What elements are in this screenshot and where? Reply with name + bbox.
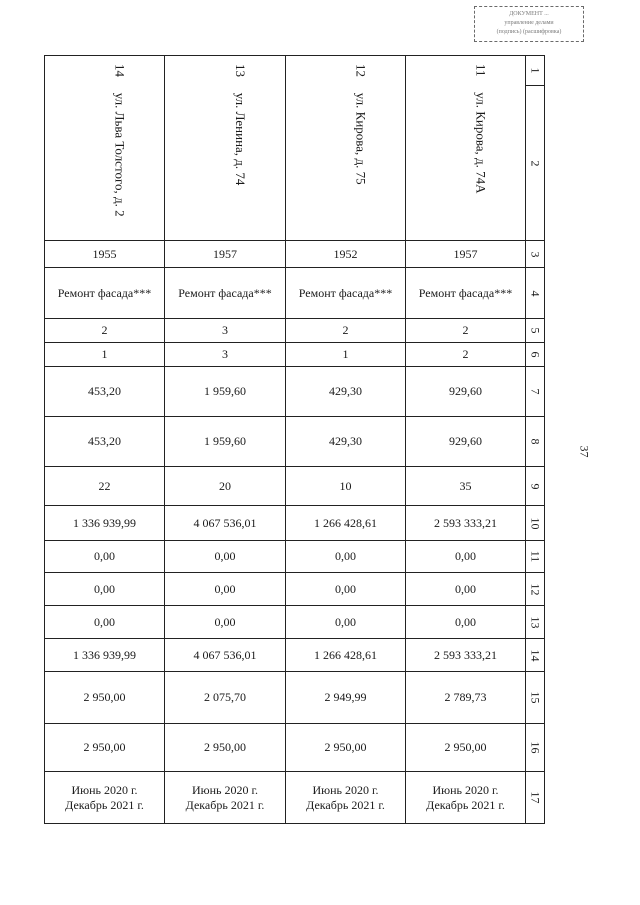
value-cell: 10: [286, 467, 406, 506]
value-cell: 1957: [406, 241, 526, 268]
value-cell: 2: [406, 319, 526, 343]
row-number-cell: [526, 343, 545, 367]
table-row: [45, 343, 545, 367]
row-number: 14: [528, 649, 543, 661]
row-number: 8: [528, 438, 543, 445]
row-number-cell: [526, 417, 545, 467]
value-cell: 1 959,60: [165, 417, 286, 467]
period-cell: [286, 772, 406, 824]
value-cell: Ремонт фасада***: [45, 268, 165, 319]
row-number: 4: [528, 290, 543, 296]
row-number-cell: [526, 241, 545, 268]
address-cell: [165, 56, 286, 241]
row-number-cell: [526, 772, 545, 824]
value-cell: 0,00: [286, 541, 406, 573]
value-cell: 929,60: [406, 367, 526, 417]
row-number-cell: [526, 541, 545, 573]
column-index: 11: [473, 64, 489, 77]
value-cell: 453,20: [45, 417, 165, 467]
start-date: Июнь 2020 г.: [191, 782, 259, 797]
value-cell: 2 950,00: [45, 724, 165, 772]
period-cell: [165, 772, 286, 824]
value-cell: 0,00: [406, 573, 526, 606]
start-date: Июнь 2020 г.: [71, 782, 138, 797]
value-cell: 2 075,70: [165, 672, 286, 724]
table-row: [45, 241, 545, 268]
row-number-cell: [526, 86, 545, 241]
row-number: 1: [528, 67, 543, 74]
table-row: [45, 417, 545, 467]
value-cell: 429,30: [286, 367, 406, 417]
row-number: 2: [528, 160, 543, 166]
value-cell: 2 950,00: [165, 724, 286, 772]
value-cell: 1: [45, 343, 165, 367]
value-cell: 1955: [45, 241, 165, 268]
page-number: 37: [577, 445, 592, 458]
address-cell: [406, 56, 526, 241]
value-cell: 35: [406, 467, 526, 506]
value-cell: 1952: [286, 241, 406, 268]
row-number: 11: [528, 550, 543, 563]
row-number: 16: [528, 741, 543, 754]
value-cell: 0,00: [45, 573, 165, 606]
value-cell: 2 950,00: [406, 724, 526, 772]
row-number: 3: [528, 251, 543, 257]
value-cell: 1 959,60: [165, 367, 286, 417]
address-text: ул. Ленина, д. 74: [233, 92, 248, 186]
value-cell: 1: [286, 343, 406, 367]
row-number-cell: [526, 573, 545, 606]
value-cell: 1957: [165, 241, 286, 268]
value-cell: 1 336 939,99: [45, 506, 165, 541]
value-cell: 2 949,99: [286, 672, 406, 724]
value-cell: 1 266 428,61: [286, 506, 406, 541]
table-row: [45, 672, 545, 724]
value-cell: 0,00: [165, 573, 286, 606]
row-number: 15: [528, 691, 543, 704]
column-index: 13: [233, 64, 248, 77]
end-date: Декабрь 2021 г.: [65, 797, 144, 812]
end-date: Декабрь 2021 г.: [185, 797, 265, 812]
value-cell: 22: [45, 467, 165, 506]
row-number-cell: [526, 319, 545, 343]
stamp-line: управление делами: [504, 20, 554, 26]
table-row: [45, 724, 545, 772]
row-number: 17: [528, 791, 543, 804]
value-cell: 2: [286, 319, 406, 343]
value-cell: 0,00: [45, 606, 165, 639]
value-cell: Ремонт фасада***: [406, 268, 526, 319]
row-number: 12: [528, 583, 543, 595]
value-cell: 453,20: [45, 367, 165, 417]
row-number: 6: [528, 351, 543, 358]
value-cell: 0,00: [45, 541, 165, 573]
table-row: [45, 573, 545, 606]
address-cell: [45, 56, 165, 241]
value-cell: 929,60: [406, 417, 526, 467]
value-cell: Ремонт фасада***: [165, 268, 286, 319]
value-cell: 0,00: [165, 606, 286, 639]
start-date: Июнь 2020 г.: [432, 782, 499, 797]
table-row: [45, 367, 545, 417]
value-cell: 3: [165, 319, 286, 343]
stamp-line: (подпись) (расшифровка): [496, 29, 562, 35]
row-number-cell: [526, 639, 545, 672]
value-cell: 1 266 428,61: [286, 639, 406, 672]
row-number-cell: [526, 467, 545, 506]
value-cell: 20: [165, 467, 286, 506]
register-table: [44, 55, 545, 824]
table-row: [45, 56, 545, 86]
period-cell: [406, 772, 526, 824]
row-number-cell: [526, 672, 545, 724]
row-number-cell: [526, 56, 545, 86]
value-cell: 0,00: [286, 606, 406, 639]
value-cell: 3: [165, 343, 286, 367]
table-row: [45, 639, 545, 672]
row-number: 9: [528, 483, 543, 489]
value-cell: 4 067 536,01: [165, 506, 286, 541]
value-cell: 4 067 536,01: [165, 639, 286, 672]
table-row: [45, 319, 545, 343]
value-cell: 2: [406, 343, 526, 367]
column-index: 12: [353, 64, 369, 77]
table-row: [45, 268, 545, 319]
row-number: 13: [528, 616, 543, 628]
row-number: 5: [528, 327, 543, 334]
period-cell: [45, 772, 165, 824]
value-cell: 0,00: [406, 541, 526, 573]
value-cell: 1 336 939,99: [45, 639, 165, 672]
end-date: Декабрь 2021 г.: [306, 797, 385, 812]
row-number: 7: [528, 388, 543, 395]
row-number: 10: [528, 517, 543, 529]
start-date: Июнь 2020 г.: [312, 782, 379, 797]
value-cell: 2 789,73: [406, 672, 526, 724]
row-number-cell: [526, 367, 545, 417]
address-text: ул. Льва Толстого, д. 2: [112, 92, 128, 217]
value-cell: 2: [45, 319, 165, 343]
value-cell: 2 950,00: [45, 672, 165, 724]
stamp-line: ДОКУМЕНТ ...: [509, 11, 549, 17]
column-index: 14: [112, 64, 128, 77]
address-text: ул. Кирова, д. 74А: [473, 92, 489, 194]
table-row: [45, 506, 545, 541]
table-row: [45, 541, 545, 573]
value-cell: 2 593 333,21: [406, 506, 526, 541]
table-row: [45, 606, 545, 639]
row-number-cell: [526, 268, 545, 319]
value-cell: 0,00: [165, 541, 286, 573]
address-cell: [286, 56, 406, 241]
value-cell: Ремонт фасада***: [286, 268, 406, 319]
row-number-cell: [526, 606, 545, 639]
value-cell: 429,30: [286, 417, 406, 467]
value-cell: 2 593 333,21: [406, 639, 526, 672]
end-date: Декабрь 2021 г.: [426, 797, 505, 812]
table-row: [45, 772, 545, 824]
value-cell: 0,00: [406, 606, 526, 639]
row-number-cell: [526, 506, 545, 541]
approval-stamp: [474, 6, 584, 42]
value-cell: 2 950,00: [286, 724, 406, 772]
address-text: ул. Кирова, д. 75: [353, 92, 369, 185]
value-cell: 0,00: [286, 573, 406, 606]
row-number-cell: [526, 724, 545, 772]
table-row: [45, 467, 545, 506]
